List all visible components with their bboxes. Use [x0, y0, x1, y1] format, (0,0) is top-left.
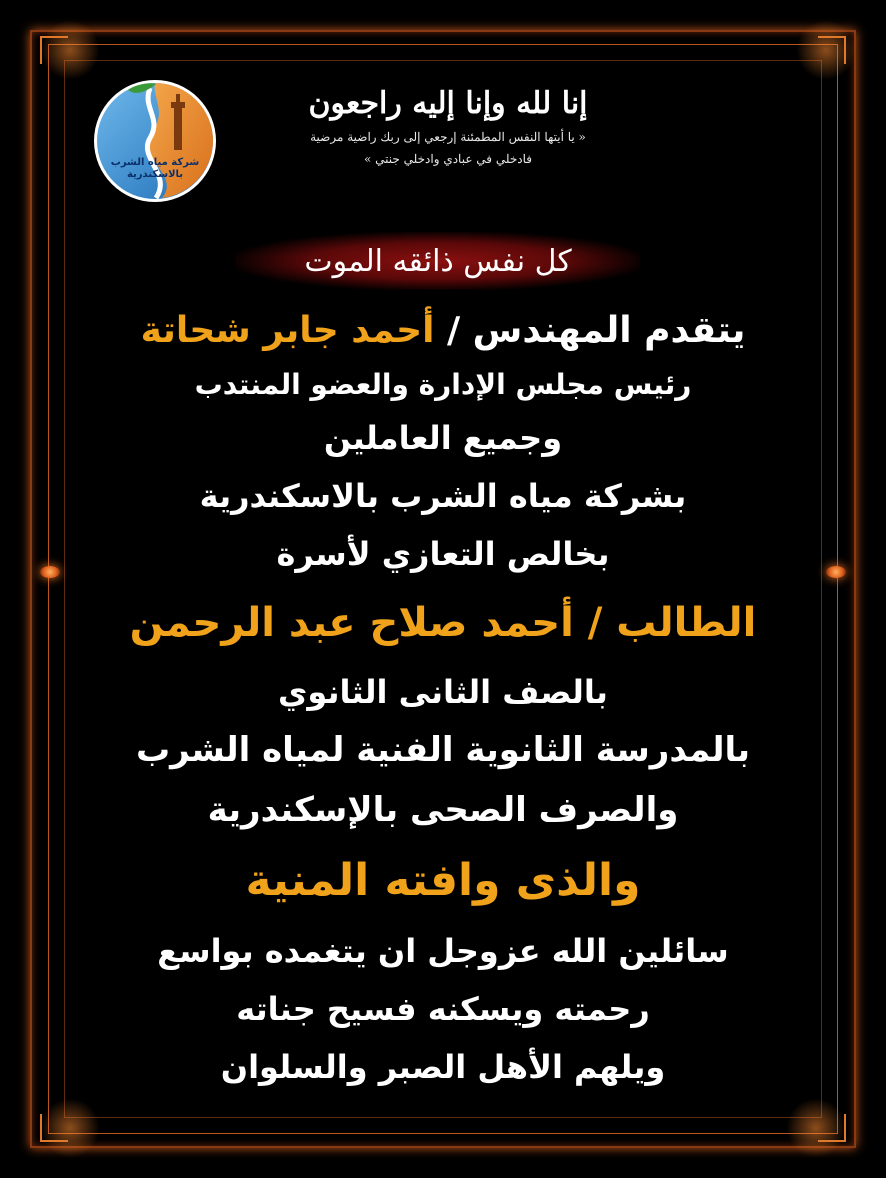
- prayer-line-1: سائلين الله عزوجل ان يتغمده بواسع: [157, 932, 729, 970]
- prayer-line-3: ويلهم الأهل الصبر والسلوان: [220, 1048, 666, 1086]
- sender-position: رئيس مجلس الإدارة والعضو المنتدب: [194, 368, 692, 401]
- logo-name-line2: بالاسكندرية: [126, 169, 184, 180]
- logo-text: [92, 78, 218, 204]
- school-line-1: بالمدرسة الثانوية الفنية لمياه الشرب: [135, 730, 751, 770]
- frame-corner: [40, 36, 68, 64]
- quran-ayah-calligraphy: إنا لله وإنا إليه راجعون: [308, 86, 588, 121]
- banner-text: كل نفس ذائقه الموت: [304, 243, 572, 279]
- condolence-body: [90, 300, 796, 1096]
- passed-away-line: والذى وافته المنية: [245, 855, 641, 906]
- sender-line: [90, 302, 796, 360]
- logo-name-line1: شركة مياه الشرب: [110, 157, 200, 168]
- company-line: بشركة مياه الشرب بالاسكندرية: [199, 477, 687, 515]
- frame-corner: [818, 1114, 846, 1142]
- prayer-line-2: رحمته ويسكنه فسيح جناته: [236, 990, 650, 1028]
- grade-line: بالصف الثانى الثانوي: [278, 673, 608, 711]
- condolence-header: [278, 82, 618, 206]
- frame-corner: [40, 1114, 68, 1142]
- sender-title: يتقدم المهندس /: [434, 310, 746, 351]
- school-line-2: والصرف الصحى بالإسكندرية: [207, 790, 679, 830]
- condolence-line: بخالص التعازي لأسرة: [276, 535, 610, 573]
- company-logo: [92, 78, 218, 204]
- side-ornament-left: [40, 566, 60, 578]
- side-ornament-right: [826, 566, 846, 578]
- sender-name: أحمد جابر شحاتة: [140, 310, 435, 351]
- deceased-name: الطالب / أحمد صلاح عبد الرحمن: [129, 600, 757, 646]
- quran-verse-line2: فادخلي في عبادي وادخلي جنتي »: [364, 152, 532, 166]
- banner-ribbon: [236, 232, 640, 290]
- all-employees-line: وجميع العاملين: [323, 419, 563, 457]
- quran-verse-line1: « يا أيتها النفس المطمئنة إرجعي إلى ربك راضية مرضية: [310, 130, 586, 144]
- frame-corner: [818, 36, 846, 64]
